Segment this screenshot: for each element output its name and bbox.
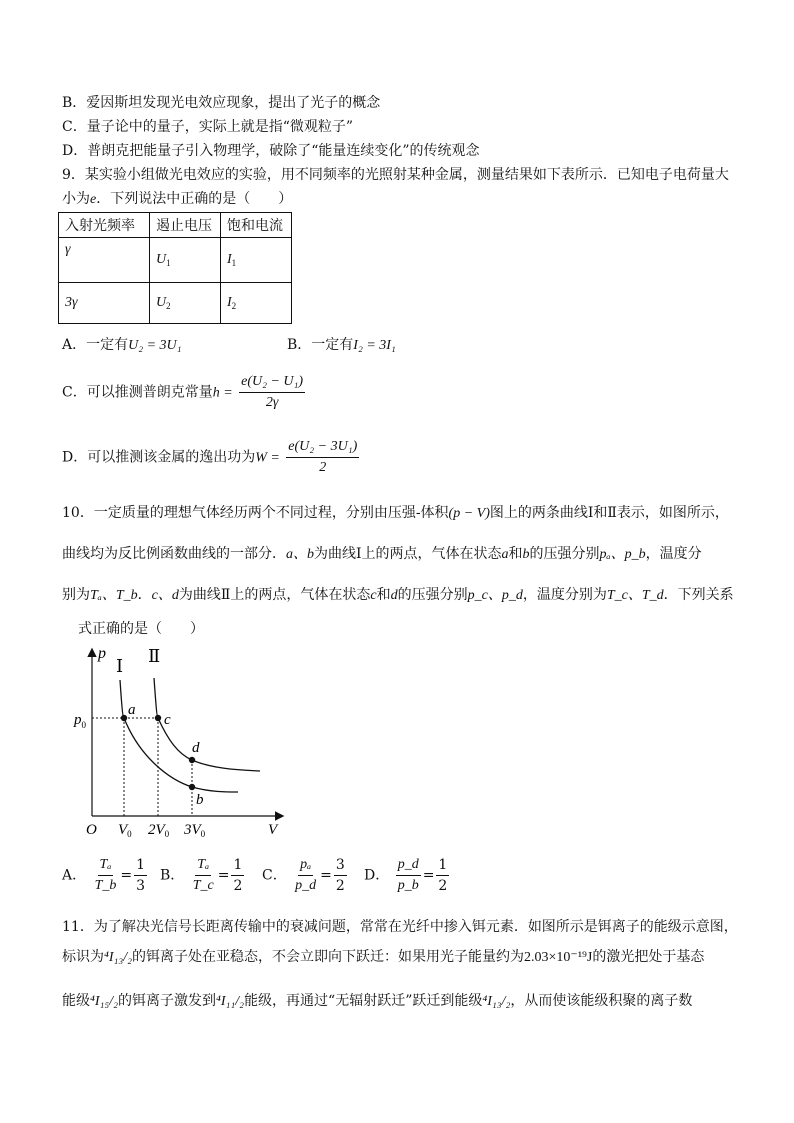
q10-option-b: B． $\frac{\text{Tₐ}}{T\_c}$ = $\frac{1}{2}$: [160, 857, 243, 894]
q9-stem-line2: 小为e．下列说法中正确的是（ ）: [62, 191, 293, 207]
curve-label-i: Ⅰ: [116, 656, 124, 676]
row2-voltage: $U_2$: [150, 283, 221, 324]
row1-frequency: γ: [59, 238, 150, 283]
point-c: [155, 715, 161, 721]
label-d: d: [192, 740, 200, 756]
q8-option-b: B．爱因斯坦发现光电效应现象，提出了光子的概念: [62, 95, 381, 111]
label-a: a: [128, 702, 136, 718]
q11-stem-line2: 标识为⁴I₁₃/₂的铒离子处在亚稳态，不会立即向下跃迁：如果用光子能量约为2.03×10⁻¹⁹J的激光把处于基态: [62, 949, 705, 965]
point-b: [189, 784, 195, 790]
q9-option-c: C．可以推测普朗克常量h = $\frac{\text{e(U₂ − U₁)}}{2\gamma}$: [62, 374, 304, 410]
label-p0: $p_0$: [74, 712, 86, 730]
curve-i: [120, 680, 238, 792]
q10-option-c: C． $\frac{\text{pₐ}}{p\_d}$ = $\frac{3}{2}$: [262, 857, 345, 894]
q9-option-b: B．一定有I₂ = 3I₁: [287, 337, 396, 353]
label-2v0: $2V_0$: [148, 822, 170, 839]
label-b: b: [196, 792, 204, 808]
row1-current: $I_1$: [221, 238, 292, 283]
q10-option-a: A． $\frac{\text{Tₐ}}{T\_b}$ = $\frac{1}{3}$: [62, 857, 146, 894]
pv-diagram: [70, 640, 300, 840]
axis-label-p: p: [98, 645, 106, 662]
q10-option-d: D． $\frac{p\_d}{p\_b}$ = $\frac{1}{2}$: [364, 857, 448, 894]
label-c: c: [164, 712, 171, 728]
table-header-row: [59, 213, 292, 238]
q9-stem-line1: 9．某实验小组做光电效应的实验，用不同频率的光照射某种金属，测量结果如下表所示．已知电子电荷量大: [62, 167, 729, 183]
row2-frequency: 3γ: [59, 283, 150, 324]
q10-stem-line4: 式正确的是（ ）: [78, 621, 204, 637]
q10-stem-line3: 别为Tₐ、T_b．c、d为曲线Ⅱ上的两点，气体在状态c和d的压强分别p_c、p_d，温度分别为T_c、T_d．下列关系: [62, 587, 734, 603]
table-row: [59, 283, 292, 324]
label-v0: $V_0$: [118, 822, 132, 839]
q10-stem-line1: 10．一定质量的理想气体经历两个不同过程，分别由压强-体积(p − V)图上的两条曲线Ⅰ和Ⅱ表示，如图所示，: [62, 505, 729, 521]
q11-stem-line1: 11．为了解决光信号长距离传输中的衰减问题，常常在光纤中掺入铒元素．如图所示是铒离子的能级示意图，: [62, 919, 738, 935]
header-saturation-current: 饱和电流: [221, 213, 292, 238]
q9-option-a: A．一定有U₂ = 3U₁: [62, 337, 182, 353]
point-d: [189, 757, 195, 763]
q11-stem-line3: 能级⁴I₁₅/₂的铒离子激发到⁴I₁₁/₂能级，再通过“无辐射跃迁”跃迁到能级⁴I₁₃/₂，从而使该能级积聚的离子数: [62, 993, 693, 1009]
header-frequency: 入射光频率: [59, 213, 150, 238]
axis-label-v: V: [268, 822, 278, 838]
point-a: [121, 715, 127, 721]
label-origin: O: [86, 822, 97, 838]
header-stop-voltage: 遏止电压: [150, 213, 221, 238]
q8-option-c: C．量子论中的量子，实际上就是指“微观粒子”: [62, 119, 354, 135]
row2-current: $I_2$: [221, 283, 292, 324]
q9-option-d: D．可以推测该金属的逸出功为W = $\frac{\text{e(U₂ − 3U₁)}}{2}$: [62, 439, 358, 475]
row1-voltage: $U_1$: [150, 238, 221, 283]
q8-option-d: D．普朗克把能量子引入物理学，破除了“能量连续变化”的传统观念: [62, 143, 480, 159]
table-row: [59, 238, 292, 283]
q10-stem-line2: 曲线均为反比例函数曲线的一部分．a、b为曲线Ⅰ上的两点，气体在状态a和b的压强分别pₐ、p_b，温度分: [62, 546, 702, 562]
curve-label-ii: Ⅱ: [148, 646, 161, 666]
q9-c-fraction: $\frac{\text{e(U₂ − U₁)}}{2\gamma}$: [241, 374, 304, 410]
q9-data-table: [58, 212, 292, 324]
q9-d-fraction: $\frac{\text{e(U₂ − 3U₁)}}{2}$: [288, 439, 358, 475]
label-3v0: $3V_0$: [184, 822, 206, 839]
